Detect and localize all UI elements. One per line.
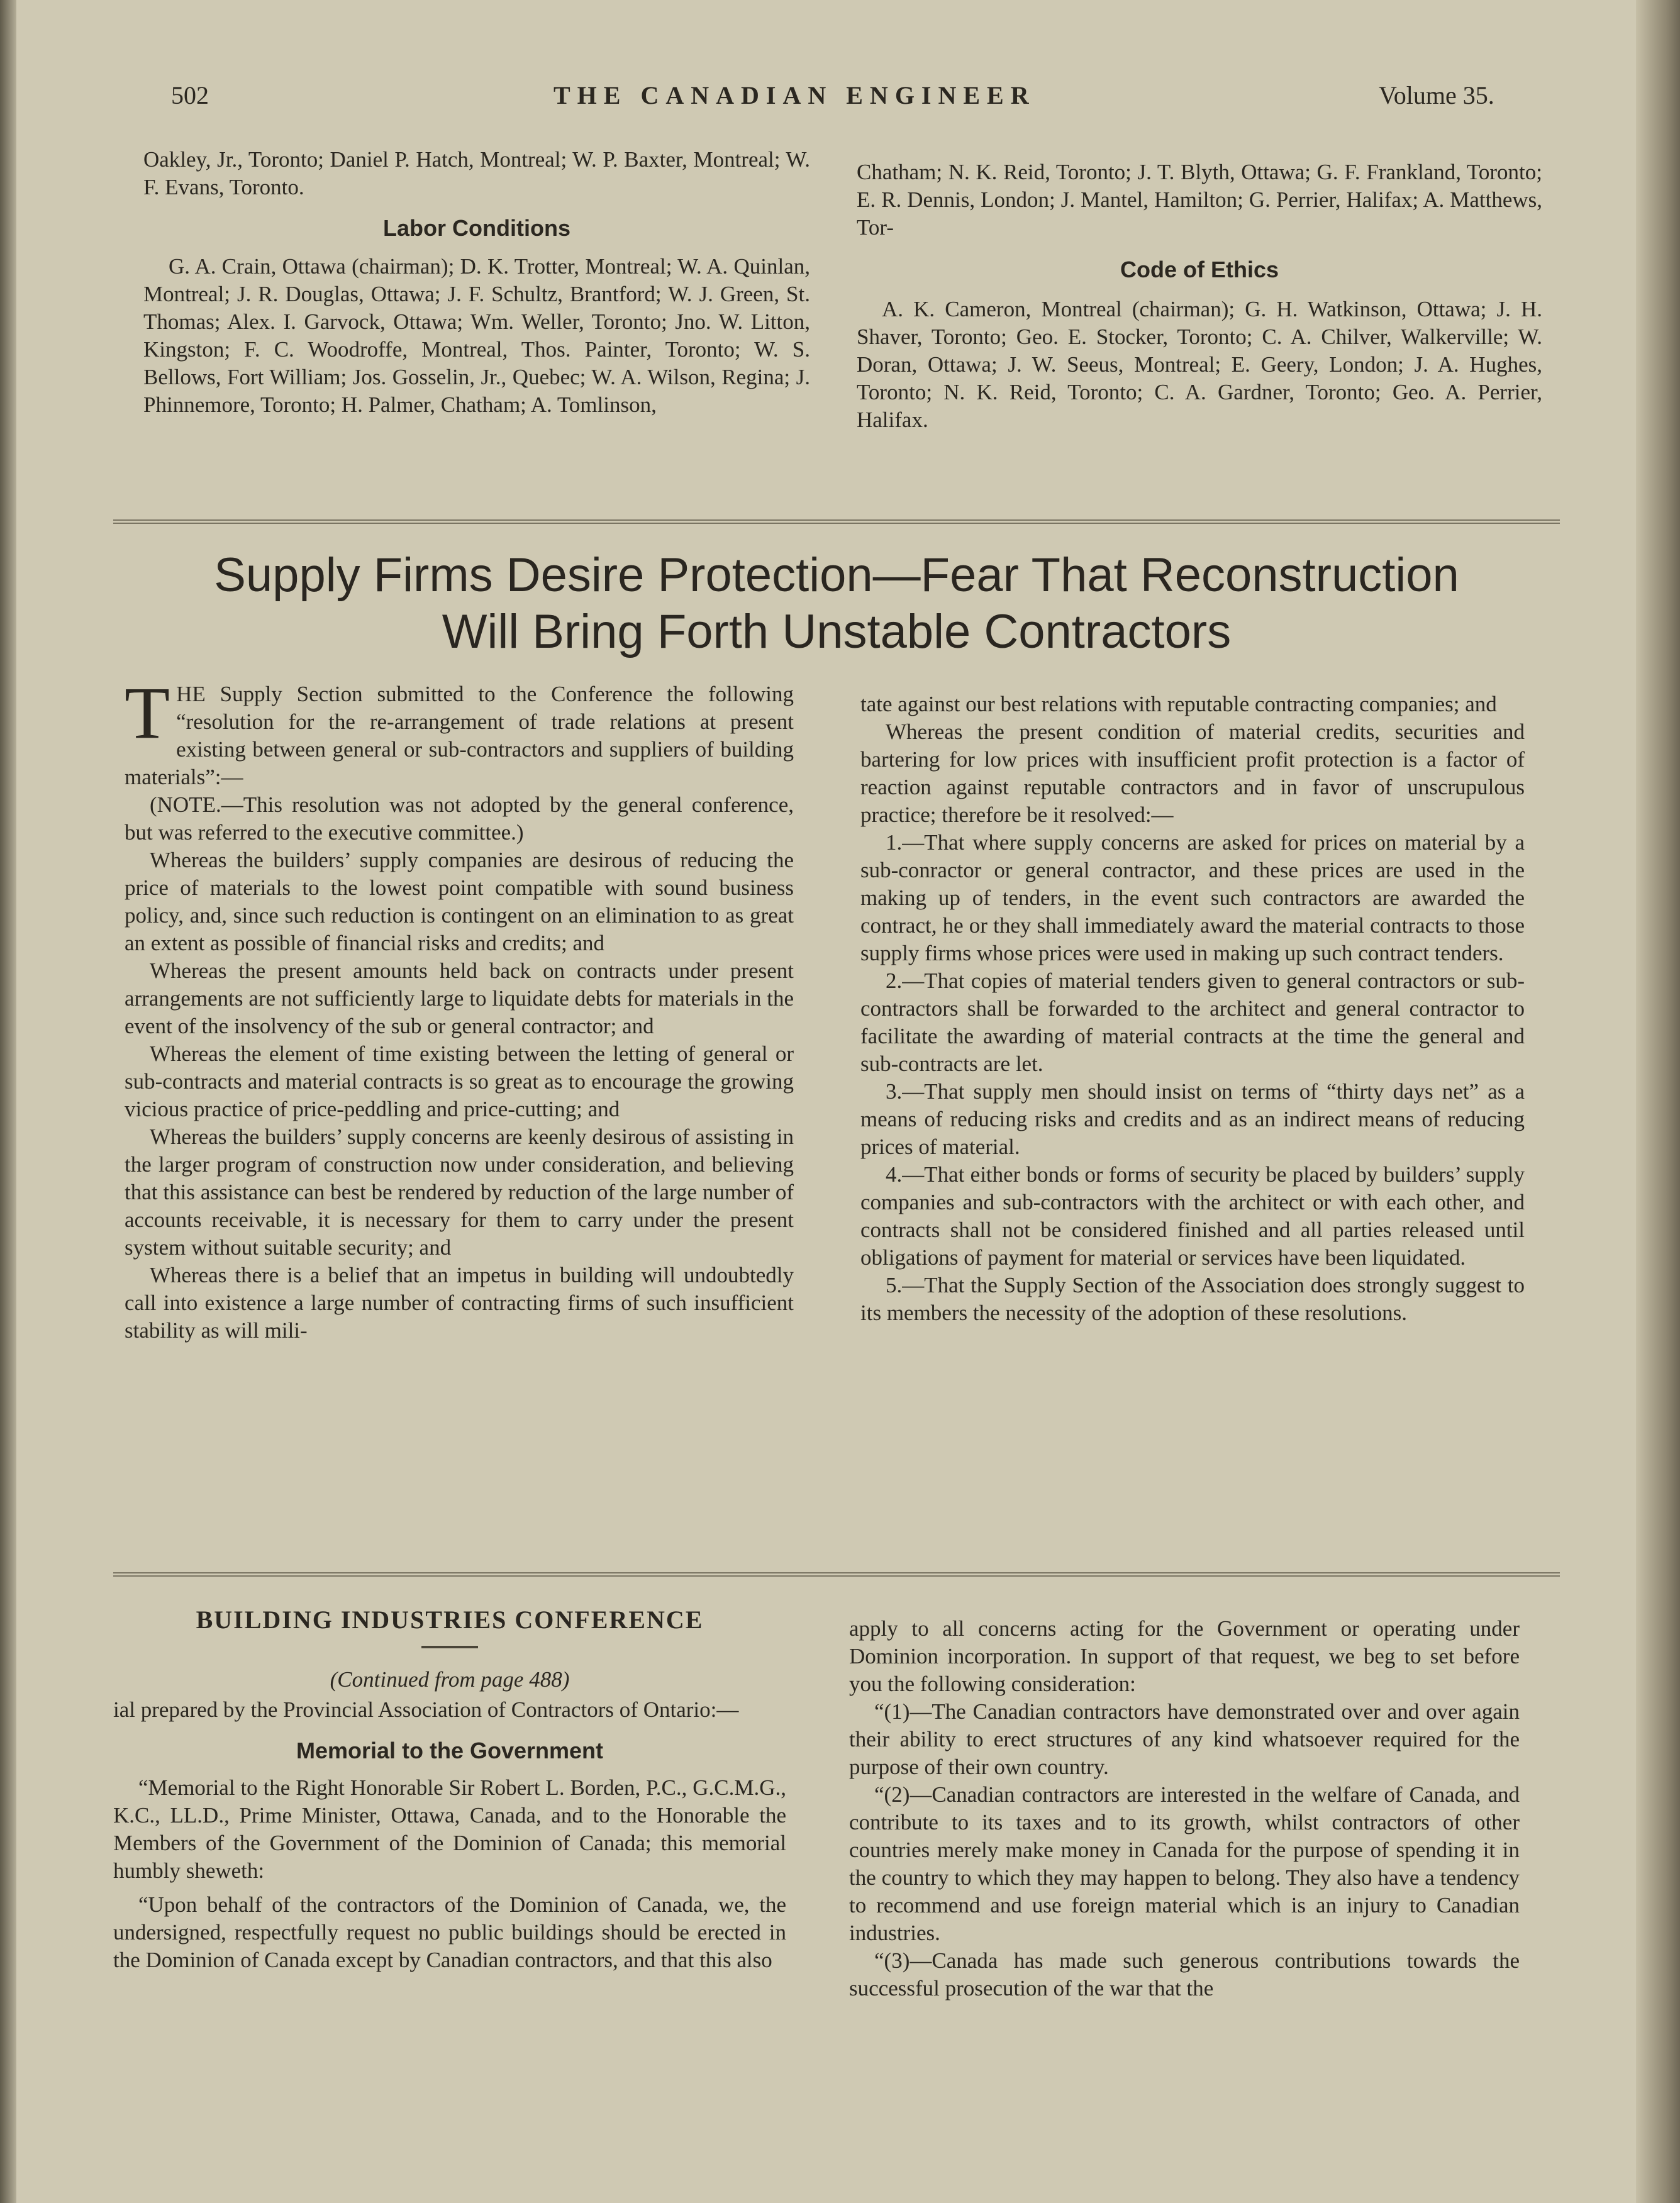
labor-conditions-members: G. A. Crain, Ottawa (chairman); D. K. Trotter, Montreal; W. A. Quinlan, Montreal; J. R. Douglas, Ottawa; J. F. Schultz, Brantford; W. J. Green, St. Thomas; Alex. I. Garvock, Ottawa; Wm. Weller, Toronto; Jno. W. Litton, Kingston; F. C. Woodroffe, Montreal, Thos. Painter, Toronto; W. S. Bellows, Fort William; Jos. Gosselin, Jr., Quebec; W. A. Wilson, Regina; J. Phinnemore, Toronto; H. Palmer, Chatham; A. Tomlinson, xyxy=(143,254,810,417)
section-divider xyxy=(113,519,1560,524)
drop-cap: T xyxy=(125,672,170,754)
heading-rule xyxy=(421,1646,478,1648)
conference-left-column xyxy=(113,1605,786,1974)
conference-paragraph: “Memorial to the Right Honorable Sir Robert L. Borden, P.C., G.C.M.G., K.C., LL.D., Prime Minister, Ottawa, Canada, and to the Honorable the Members of the Government of the Dominion of Canada; this memorial humbly sheweth: xyxy=(113,1775,786,1883)
article-paragraph: 3.—That supply men should insist on terms of “thirty days net” as a means of reducing risks and credits and as an indirect means of reducing prices of material. xyxy=(860,1079,1525,1159)
page-number: 502 xyxy=(171,81,209,109)
article-paragraph: (NOTE.—This resolution was not adopted by the general conference, but was referred to the executive committee.) xyxy=(125,792,794,845)
top-right-column xyxy=(857,158,1542,434)
article-paragraph: 1.—That where supply concerns are asked for prices on material by a sub-conractor or general contractor, and these prices are used in the making up of tenders, in the event such contractors are awarded the contract, he or they shall immediately award the material contracts to those supply firms whose prices were used in making up such contract tenders. xyxy=(860,830,1525,965)
article-paragraph: Whereas the element of time existing between the letting of general or sub-contracts and material contracts is so great as to encourage the growing vicious practice of price-peddling and price-cutting; and xyxy=(125,1041,794,1121)
code-of-ethics-members: A. K. Cameron, Montreal (chairman); G. H. Watkinson, Ottawa; J. H. Shaver, Toronto; Geo. E. Stocker, Toronto; C. A. Chilver, Walkerville; W. Doran, Ottawa; J. W. Seeus, Montreal; E. Geery, London; J. A. Hughes, Toronto; N. K. Reid, Toronto; C. A. Gardner, Toronto; Geo. A. Perrier, Halifax. xyxy=(857,297,1542,432)
headline-line-1: Supply Firms Desire Protection—Fear That Reconstruction xyxy=(214,548,1459,602)
top-left-column xyxy=(143,146,810,419)
page-binding-shadow xyxy=(0,0,16,2203)
committee-continuation-right: Chatham; N. K. Reid, Toronto; J. T. Blyth, Ottawa; G. F. Frankland, Toronto; E. R. Dennis, London; J. Mantel, Hamilton; G. Perrier, Halifax; A. Matthews, Tor- xyxy=(857,160,1542,240)
article-paragraph: 2.—That copies of material tenders given to general contractors or sub-contractors shall be forwarded to the architect and general contractor to facilitate the awarding of material contracts at the time the general and sub-contracts are let. xyxy=(860,968,1525,1076)
conference-paragraph: “(3)—Canada has made such generous contributions towards the successful prosecution of the war that the xyxy=(849,1948,1520,2000)
article-paragraph: Whereas the builders’ supply companies are desirous of reducing the price of materials to the lowest point compatible with sound business policy, and, since such reduction is contingent on an elimination to as great an extent as possible of financial risks and credits; and xyxy=(125,848,794,955)
conference-heading: BUILDING INDUSTRIES CONFERENCE xyxy=(196,1606,704,1634)
conference-paragraph: “(1)—The Canadian contractors have demonstrated over and over again their ability to erect structures of any kind whatsoever required for the purpose of their own country. xyxy=(849,1699,1520,1779)
headline-line-2: Will Bring Forth Unstable Contractors xyxy=(442,605,1232,658)
conference-right-column xyxy=(849,1615,1520,2002)
committee-continuation: Oakley, Jr., Toronto; Daniel P. Hatch, Montreal; W. P. Baxter, Montreal; W. F. Evans, Toronto. xyxy=(143,147,810,199)
conference-paragraph: “Upon behalf of the contractors of the Dominion of Canada, we, the undersigned, respectfully request no public buildings should be erected in the Dominion of Canada except by Canadian contractors, and that this also xyxy=(113,1892,786,1972)
conference-intro: ial prepared by the Provincial Association of Contractors of Ontario:— xyxy=(113,1697,739,1722)
article-paragraph: Whereas there is a belief that an impetus in building will undoubtedly call into existence a large number of contracting firms of such insufficient stability as will mili- xyxy=(125,1263,794,1343)
continued-note: (Continued from page 488) xyxy=(330,1667,570,1692)
article-paragraph: 4.—That either bonds or forms of security be placed by builders’ supply companies and sub-contractors with the architect or with each other, and contracts shall not be considered finished and all parties released until obligations of payment for material or services have been liquidated. xyxy=(860,1162,1525,1270)
article-left-column xyxy=(125,672,794,1345)
code-of-ethics-heading: Code of Ethics xyxy=(1120,257,1279,282)
conference-paragraph: apply to all concerns acting for the Government or operating under Dominion incorporation. In support of that request, we beg to set before you the following consideration: xyxy=(849,1616,1520,1696)
article-paragraph xyxy=(125,672,794,791)
memorial-heading: Memorial to the Government xyxy=(296,1738,604,1763)
article-paragraph: 5.—That the Supply Section of the Association does strongly suggest to its members the necessity of the adoption of these resolutions. xyxy=(860,1273,1525,1325)
labor-conditions-heading: Labor Conditions xyxy=(383,215,570,241)
section-divider xyxy=(113,1572,1560,1577)
volume-label: Volume 35. xyxy=(1379,81,1494,109)
journal-title: THE CANADIAN ENGINEER xyxy=(554,81,1036,109)
article-paragraph: Whereas the builders’ supply concerns are keenly desirous of assisting in the larger program of construction now under consideration, and believing that this assistance can best be rendered by reduction of the large number of accounts receivable, it is necessary for them to carry under the present system without suitable security; and xyxy=(125,1124,794,1260)
page-edge-shadow xyxy=(1636,0,1680,2203)
article-paragraph: tate against our best relations with reputable contracting companies; and xyxy=(860,692,1497,716)
article-paragraph: Whereas the present condition of material credits, securities and bartering for low prices with insufficient profit protection is a factor of reaction against reputable contractors and in favor of unscrupulous practice; therefore be it resolved:— xyxy=(860,719,1525,827)
article-lead-text: HE Supply Section submitted to the Conference the following “resolution for the re-arrangement of trade relations at present existing between general or sub-contractors and suppliers of building materials”:— xyxy=(125,682,794,789)
article-right-column xyxy=(860,691,1525,1327)
article-paragraph: Whereas the present amounts held back on contracts under present arrangements are not sufficiently large to liquidate debts for materials in the event of the insolvency of the sub or general contractor; and xyxy=(125,958,794,1038)
article-headline xyxy=(101,547,1572,660)
conference-paragraph: “(2)—Canadian contractors are interested in the welfare of Canada, and contribute to its taxes and to its growth, whilst contractors of other countries merely make money in Canada for the purpose of spending it in the country to which they may happen to belong. They also have a tendency to recommend and use foreign material which is an injury to Canadian industries. xyxy=(849,1782,1520,1945)
